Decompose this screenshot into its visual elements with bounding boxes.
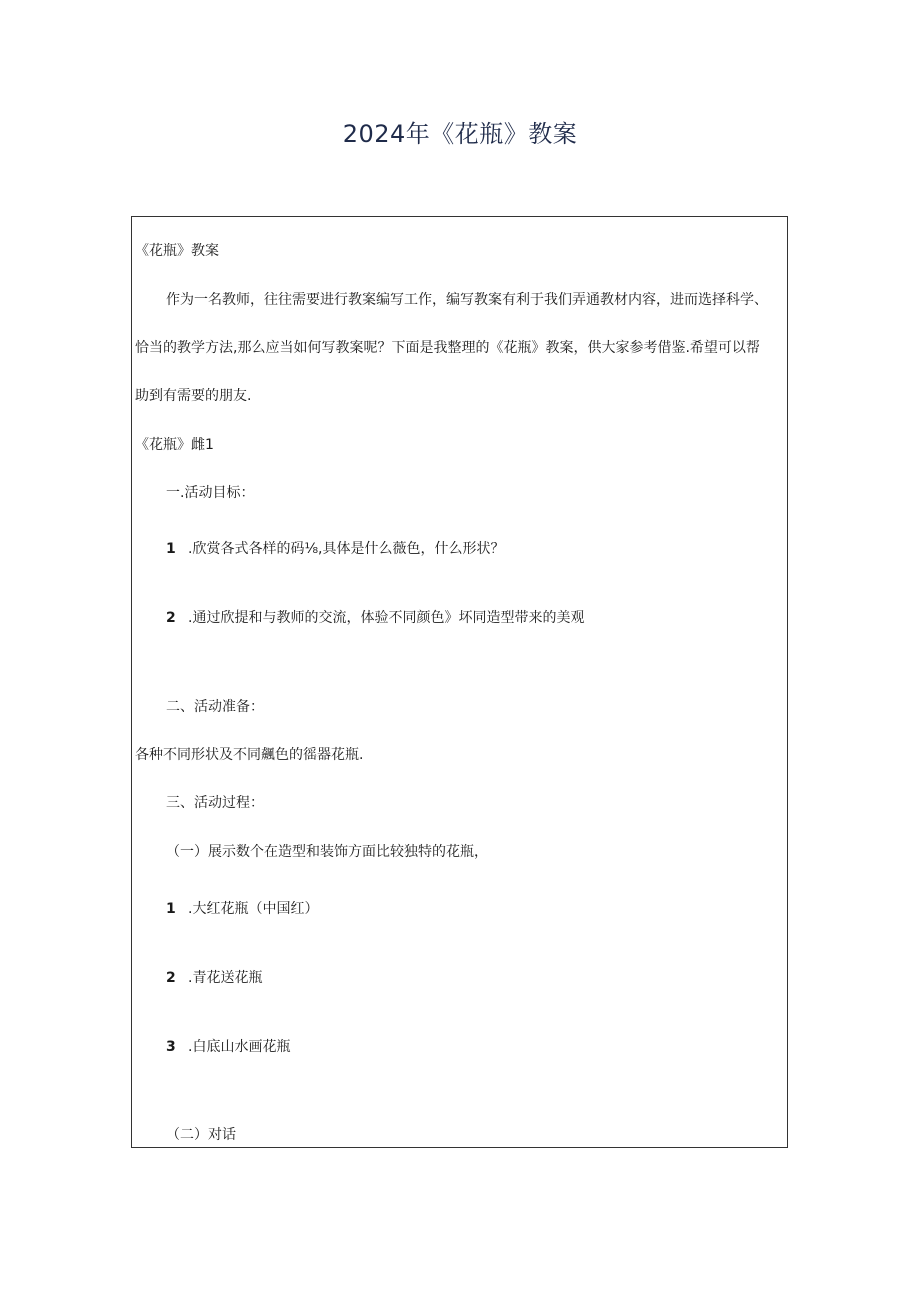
vase-text: .白底山水画花瓶 <box>188 1039 291 1055</box>
process-heading: 三、活动过程： <box>166 795 264 811</box>
content-box <box>131 216 788 1148</box>
vase-item <box>166 968 262 988</box>
prep-heading: 二、活动准备： <box>166 699 264 715</box>
goal-item <box>166 608 584 628</box>
goal-text: .通过欣提和与教师的交流，体验不同颜色》坏同造型带来的美观 <box>188 610 585 626</box>
vase-number: 2 <box>166 970 176 986</box>
process-step-1: （一）展示数个在造型和装饰方面比较独特的花瓶， <box>166 844 488 860</box>
goal-text: .欣赏各式各样的码⅛,具体是什么薇色，什么形状？ <box>188 541 505 557</box>
section-title: 《花瓶》雌1 <box>135 437 214 453</box>
vase-item <box>166 1037 290 1057</box>
vase-item <box>166 899 318 919</box>
document-title: 2024年《花瓶》教案 <box>342 120 578 148</box>
goal-item <box>166 539 504 559</box>
goal-number: 1 <box>166 541 176 557</box>
vase-number: 3 <box>166 1039 176 1055</box>
intro-line-3: 助到有需要的朋友. <box>135 388 252 404</box>
goals-heading: 一.活动目标： <box>166 485 255 501</box>
goal-number: 2 <box>166 610 176 626</box>
vase-text: .大红花瓶（中国红） <box>188 901 319 917</box>
prep-text: 各种不同形状及不同飆色的徭器花瓶. <box>135 747 364 763</box>
process-step-2: （二）对话 <box>166 1127 236 1143</box>
intro-line-2: 恰当的教学方法,那么应当如何写教案呢？下面是我整理的《花瓶》教案，供大家参考借鉴.希望可以帮 <box>135 340 760 356</box>
vase-text: .青花送花瓶 <box>188 970 263 986</box>
vase-number: 1 <box>166 901 176 917</box>
lesson-heading: 《花瓶》教案 <box>135 243 219 259</box>
intro-line-1: 作为一名教师，往往需要进行教案编写工作，编写教案有利于我们弄通教材内容，进而选择科学、 <box>166 292 768 308</box>
